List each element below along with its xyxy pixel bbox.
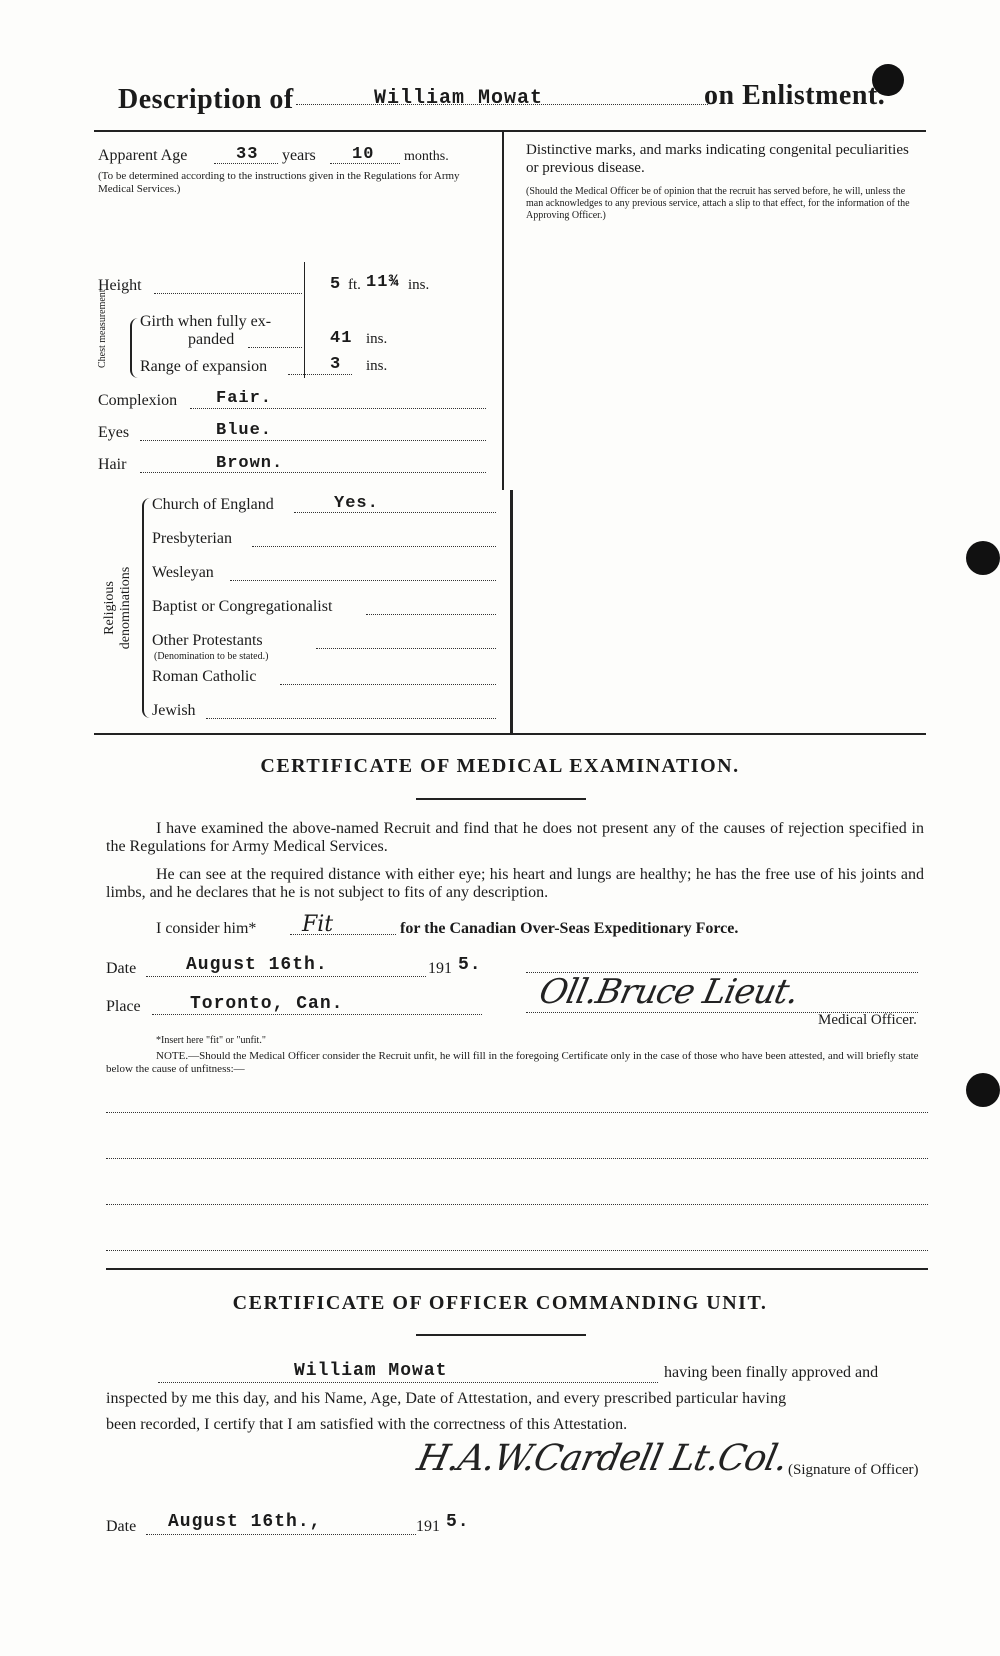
medical-paragraph-2: He can see at the required distance with either eye; his heart and lungs are healthy; he has the free use of his joints and limbs, and he declares that he is not subject to fits of any description. (106, 866, 924, 901)
chest-measurement-label: Chest measurement (97, 289, 108, 368)
eyes-value: Blue. (216, 421, 273, 440)
medical-officer-signature: Oll.Bruce Lieut. (535, 972, 802, 1012)
eyes-label: Eyes (98, 424, 130, 441)
hair-value: Brown. (216, 454, 284, 473)
hair-line (140, 472, 486, 473)
medical-title-underline (416, 798, 586, 800)
girth-line (248, 347, 302, 348)
hair-label: Hair (98, 456, 127, 473)
religion-jewish-line (206, 718, 496, 719)
height-in-value: 11¾ (366, 273, 400, 292)
commanding-line2: inspected by me this day, and his Name, Age, Date of Attestation, and every prescribed particular having (106, 1390, 787, 1407)
range-ins-label: ins. (366, 358, 388, 374)
commanding-certificate-title: CERTIFICATE OF OFFICER COMMANDING UNIT. (232, 1292, 768, 1314)
commanding-line3: been recorded, I certify that I am satisfied with the correctness of this Attestation. (106, 1416, 628, 1433)
height-divider (304, 262, 305, 378)
consider-suffix: for the Canadian Over-Seas Expeditionary Force. (400, 920, 739, 937)
commanding-date-line (146, 1534, 416, 1535)
months-label: months. (404, 149, 449, 164)
commanding-date-label: Date (106, 1518, 137, 1535)
religion-catholic-line (280, 684, 496, 685)
header-recruit-name: William Mowat (374, 87, 544, 110)
religion-other-note: (Denomination to be stated.) (154, 651, 269, 662)
religion-wesleyan-line (230, 580, 496, 581)
commanding-recruit-name: William Mowat (294, 1361, 448, 1381)
center-divider-upper (502, 130, 504, 490)
top-rule (94, 130, 926, 132)
range-label: Range of expansion (140, 358, 268, 375)
unfitness-line-2 (106, 1158, 928, 1159)
medical-date-label: Date (106, 960, 137, 977)
age-years-value: 33 (236, 145, 259, 164)
medical-section-bottom-rule (106, 1268, 928, 1270)
commanding-date-value: August 16th., (168, 1512, 322, 1532)
commanding-year-prefix: 191 (416, 1518, 440, 1535)
years-label: years (282, 147, 316, 164)
commanding-year-digit: 5. (446, 1512, 470, 1532)
insert-note: *Insert here "fit" or "unfit." (156, 1035, 266, 1046)
unfitness-line-3 (106, 1204, 928, 1205)
header-prefix: Description of (118, 84, 294, 115)
unfitness-line-4 (106, 1250, 928, 1251)
medical-date-value: August 16th. (186, 955, 328, 975)
religion-presbyterian-line (252, 546, 496, 547)
religion-roman-catholic: Roman Catholic (152, 668, 257, 685)
range-value: 3 (330, 355, 342, 374)
unfitness-line-1 (106, 1112, 928, 1113)
commanding-officer-signature: H.A.W.Cardell Lt.Col. (413, 1438, 791, 1479)
distinctive-marks-heading: Distinctive marks, and marks indicating congenital peculiarities or previous disease. (526, 142, 909, 176)
consider-value: Fit (302, 912, 334, 937)
commanding-title-underline (416, 1334, 586, 1336)
medical-place-value: Toronto, Can. (190, 994, 344, 1014)
center-divider-lower (510, 490, 513, 734)
religion-wesleyan: Wesleyan (152, 564, 214, 581)
religion-other-protestants: Other Protestants (152, 632, 263, 649)
punch-hole-lower (966, 1073, 1000, 1107)
punch-hole-middle (966, 541, 1000, 575)
height-label: Height (98, 277, 142, 294)
height-line (154, 293, 302, 294)
complexion-value: Fair. (216, 389, 273, 408)
distinctive-marks-note: (Should the Medical Officer be of opinion that the recruit has served before, he will, unless the man acknowledges to any previous service, attach a slip to that effect, for the information of the Approving Officer.) (526, 186, 910, 221)
medical-paragraph-1: I have examined the above-named Recruit and find that he does not present any of the causes of rejection specified in the Regulations for Army Medical Services. (106, 820, 924, 855)
height-ft-value: 5 (330, 275, 342, 294)
religion-church-value: Yes. (334, 494, 379, 513)
girth-ins-label: ins. (366, 331, 388, 347)
medical-place-line (152, 1014, 482, 1015)
header-suffix: on Enlistment. (704, 80, 886, 111)
religion-brace (142, 498, 152, 718)
complexion-line (190, 408, 486, 409)
height-ft-label: ft. (348, 277, 361, 293)
medical-officer-label: Medical Officer. (818, 1012, 917, 1028)
chest-brace (130, 318, 138, 378)
age-label: Apparent Age (98, 147, 188, 164)
girth-label-1: Girth when fully ex- (140, 313, 272, 330)
religion-church-line (294, 512, 496, 513)
commanding-name-line (158, 1382, 658, 1383)
document-header (118, 80, 918, 120)
age-note: (To be determined according to the instructions given in the Regulations for Army Medical Services.) (98, 170, 460, 195)
medical-certificate-title: CERTIFICATE OF MEDICAL EXAMINATION. (260, 755, 740, 777)
medical-note: NOTE.—Should the Medical Officer consider the Recruit unfit, he will fill in the foregoing Certificate only in the case of those who have been attested, and will briefly state below the cause of unfitness:— (106, 1050, 919, 1075)
girth-value: 41 (330, 329, 353, 348)
religion-label: Religious denominations (102, 566, 133, 650)
medical-place-label: Place (106, 998, 141, 1015)
eyes-line (140, 440, 486, 441)
religion-jewish: Jewish (152, 702, 196, 719)
bottom-rule-upper-section (94, 733, 926, 735)
religion-other-line (316, 648, 496, 649)
medical-date-line (146, 976, 426, 977)
consider-prefix: I consider him* (156, 920, 257, 937)
medical-year-prefix: 191 (428, 960, 452, 977)
age-months-value: 10 (352, 145, 375, 164)
religion-church-of-england: Church of England (152, 496, 274, 513)
commanding-signature-label: (Signature of Officer) (788, 1462, 919, 1478)
range-line (288, 374, 352, 375)
religion-presbyterian: Presbyterian (152, 530, 232, 547)
medical-year-digit: 5. (458, 955, 482, 975)
girth-label-2: panded (188, 331, 235, 348)
commanding-line1-suffix: having been finally approved and (664, 1364, 879, 1381)
height-in-label: ins. (408, 277, 430, 293)
complexion-label: Complexion (98, 392, 178, 409)
religion-baptist: Baptist or Congregationalist (152, 598, 333, 615)
religion-baptist-line (366, 614, 496, 615)
